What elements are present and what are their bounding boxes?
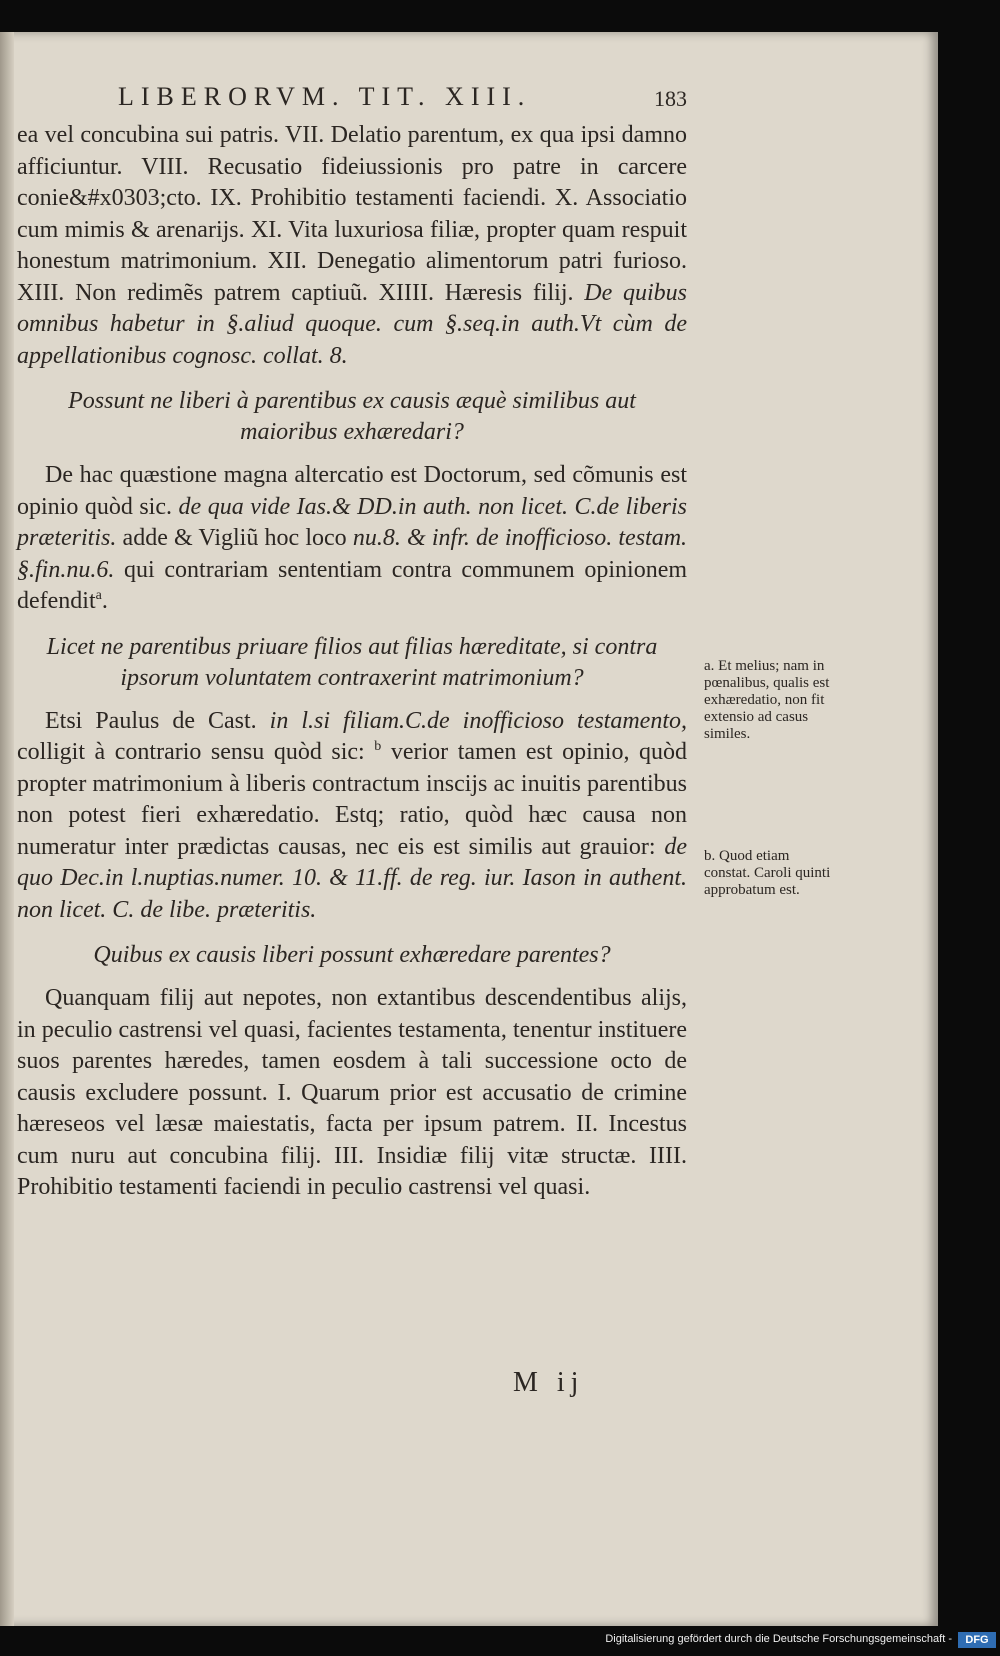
signature-mark: M ij bbox=[513, 1367, 585, 1398]
paragraph-2-text-b: adde & Vigliũ hoc loco bbox=[122, 525, 347, 551]
paragraph-2-text-c: qui contrariam sententiam contra communem opinionem defendit bbox=[17, 556, 688, 614]
paragraph-2-reference-b: nu.8. & infr. de inofficioso. testam. §.fin.nu.6. bbox=[17, 525, 688, 583]
paragraph-4: Quanquam filij aut nepotes, non extantibus descendentibus alijs, in peculio castrensi vel quasi, facientes testamenta, tenentur instituere suos parentes hæredes, tamen eosdem à tali successione octo de causis excludere possunt. I. Quarum prior est accusatio de crimine hæreseos vel læsæ maiestatis, facta per ipsum patrem. II. Incestus cum nuru aut concubina filij. III. Insidiæ filij vitæ structæ. IIII. Prohibitio testamenti faciendi in peculio castrensi vel quasi. bbox=[17, 985, 687, 1200]
paragraph-2-reference-a: de qua vide Ias.& DD.in auth. non licet. C.de liberis præteritis. bbox=[17, 493, 688, 551]
paragraph-2-text-a: De hac quæstione magna altercatio est Doctorum, sed cõmunis est opinio quòd sic. bbox=[17, 462, 687, 520]
paragraph-1-reference: De quibus omnibus habetur in §.aliud quoque. cum §.seq.in auth.Vt cùm de appellationibus cognosc. collat. 8. bbox=[17, 279, 687, 369]
dfg-logo-icon: DFG bbox=[958, 1632, 996, 1648]
page-gutter bbox=[0, 32, 14, 1626]
running-head: LIBERORVM. TIT. XIII. bbox=[118, 82, 532, 111]
paragraph-3-text-a: Etsi Paulus de Cast. bbox=[45, 707, 257, 734]
paragraph-3-text-c: verior tamen est opinio, quòd propter matrimonium à liberis contractum inscijs ac inuitis parentibus non potest fieri exhæredatio. Estq; ratio, quòd hæc causa non numeratur inter prædictas causas, nec eis est similis aut grauior: bbox=[17, 739, 688, 860]
paragraph-3-reference-a: in l.si filiam.C.de inofficioso testamento, bbox=[269, 707, 687, 734]
paragraph-1 bbox=[17, 120, 687, 372]
sidenote-a: a. Et melius; nam in pœnalibus, qualis est exhæredatio, non fit extensio ad casus similes. bbox=[704, 658, 830, 742]
footnote-mark-a: a bbox=[95, 588, 102, 603]
question-heading-1: Possunt ne liberi à parentibus ex causis æquè similibus aut maioribus exhæredari? bbox=[68, 388, 636, 445]
paragraph-1-text: ea vel concubina sui patris. VII. Delatio parentum, ex qua ipsi damno afficiuntur. VIII. Recusatio fideiussionis pro patre in carcere conie&#x0303;cto. IX. Prohibitio testamenti faciendi. X. Associatio cum mimis & arenarijs. XI. Vita luxuriosa filiæ, propter quam respuit honestum matrimonium. XII. Denegatio alimentorum patri furioso. XIII. Non redimẽs patrem captiuũ. XIIII. Hæresis filij. bbox=[17, 122, 687, 306]
paragraph-3 bbox=[17, 706, 687, 927]
paragraph-3-reference-c: de quo Dec.in l.nuptias.numer. 10. & 11.ff. de reg. iur. Iason in authent. non licet. C. de libe. præteritis. bbox=[17, 833, 687, 923]
sidenote-b: b. Quod etiam constat. Caroli quinti approbatum est. bbox=[704, 848, 831, 898]
digitization-credit: Digitalisierung gefördert durch die Deutsche Forschungsgemeinschaft - bbox=[605, 1633, 952, 1645]
main-text bbox=[17, 120, 687, 1204]
page-number: 183 bbox=[654, 86, 687, 111]
paragraph-2: De hac quæstione magna altercatio est Doctorum, sed cõmunis est opinio quòd sic. de qua vide Ias.& DD.in auth. non licet. C.de liberis præteritis. adde & Vigliũ hoc loco nu.8. & infr. de inofficioso. testam. §.fin.nu.6. qui contrariam sententiam contra communem opinionem defendit$^a$. bbox=[17, 462, 688, 614]
paragraph-3-text-b: colligit à contrario sensu quòd sic: bbox=[17, 739, 365, 765]
question-heading-3: Quibus ex causis liberi possunt exhæredare parentes? bbox=[93, 942, 611, 968]
footnote-mark-b: b bbox=[374, 739, 382, 754]
question-heading-2: Licet ne parentibus priuare filios aut filias hæreditate, si contra ipsorum voluntatem contraxerint matrimonium? bbox=[46, 633, 658, 691]
